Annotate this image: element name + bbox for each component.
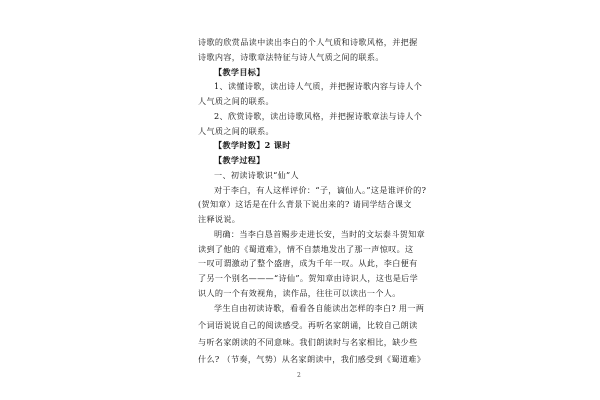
subsection-heading: 一、初读诗歌识“仙”人 — [214, 170, 299, 180]
body-text-line: 了另一个别名———“诗仙”。贺知章由诗识人，这也是后学 — [198, 273, 419, 283]
body-text-line: 1、读懂诗歌，读出诗人气质，并把握诗歌内容与诗人个 — [214, 81, 423, 91]
section-heading: 【教学过程】 — [214, 155, 265, 165]
section-heading: 【教学目标】 — [214, 67, 265, 77]
body-text-line: 与听名家朗读的不同意味。我们朗读时与名家相比，缺少些 — [198, 337, 418, 347]
body-text-line: 注释说说。 — [198, 214, 241, 224]
body-text-line: 读到了他的《蜀道难》，情不自禁地发出了那一声惊叹。这 — [198, 244, 414, 254]
page-number: 2 — [297, 372, 301, 379]
body-text-line: 对于李白，有人这样评价：“子，谪仙人。”这是谁评价的? — [214, 185, 427, 195]
body-text-line: 一叹可谓激动了整个盛唐，成为千年一叹。从此，李白便有 — [198, 258, 418, 268]
body-text-line: 识人的一个有效视角，读作品，往往可以读出一个人。 — [198, 288, 401, 298]
body-text-line: 明确：当李白恳首赐步走进长安，当时的文坛泰斗贺知章 — [214, 229, 426, 239]
body-text-line: 个词语说说自己的阅读感受。再听名家朗诵，比较自己朗读 — [198, 320, 418, 330]
body-text-line: 2、欣赏诗歌，读出诗歌风格，并把握诗歌章法与诗人个 — [214, 111, 423, 121]
section-heading: 【教学时数】2 课时 — [214, 140, 291, 150]
body-text-line: 诗歌内容，诗歌章法特征与诗人气质之间的联系。 — [198, 52, 384, 62]
body-text-line: 诗歌的欣赏品读中读出李白的个人气质和诗歌风格，并把握 — [198, 37, 418, 47]
body-text-line: 人气质之间的联系。 — [198, 126, 274, 136]
body-text-line: 人气质之间的联系。 — [198, 96, 274, 106]
body-text-line: 什么? （节奏，气势）从名家朗读中，我们感受到《蜀道难》 — [198, 354, 426, 364]
body-text-line: 学生自由初读诗歌，看看各自能读出怎样的李白? 用一两 — [214, 303, 425, 313]
body-text-line: (贺知章）这话是在什么背景下说出来的? 请同学结合课文 — [198, 199, 412, 209]
